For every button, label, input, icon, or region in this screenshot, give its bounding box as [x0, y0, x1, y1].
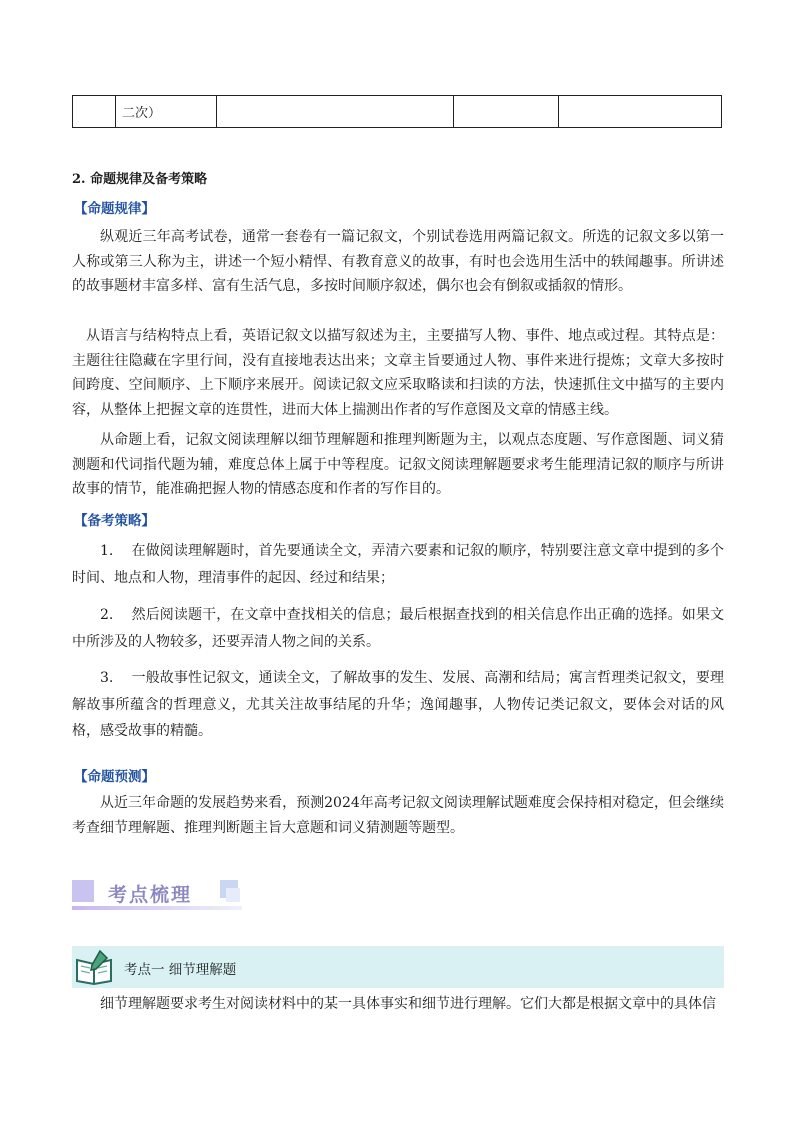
- item-number: 1.: [100, 543, 114, 559]
- section-banner: [72, 878, 242, 910]
- rules-paragraph-3: 从命题上看，记叙文阅读理解以细节理解题和推理判断题为主，以观点态度题、写作意图题、词义猜测题和代词指代题为辅，难度总体上属于中等程度。记叙文阅读理解题要求考生能理清记叙的顺序与所讲故事的情节，能准确把握人物的情感态度和作者的写作目的。: [72, 432, 724, 497]
- rules-heading: 【命题规律】: [74, 201, 155, 217]
- strategy-item-1: [72, 538, 724, 591]
- prediction-heading: 【命题预测】: [74, 769, 155, 785]
- prediction-paragraph: 从近三年命题的发展趋势来看，预测2024年高考记叙文阅读理解试题难度会保持相对稳定，但会继续考查细节理解题、推理判断题主旨大意题和词义猜测题等题型。: [72, 795, 724, 836]
- summary-table-row: [72, 95, 722, 128]
- kaodian-label: 考点一 细节理解题: [124, 962, 237, 978]
- table-cell: 二次）: [116, 96, 217, 128]
- kaodian-bar: [72, 946, 724, 988]
- open-book-pencil-icon: [74, 948, 114, 986]
- item-number: 2.: [100, 607, 114, 623]
- table-cell: [73, 96, 116, 128]
- item-number: 3.: [100, 670, 114, 686]
- table-cell: [454, 96, 559, 128]
- banner-decoration: [226, 888, 240, 902]
- strategy-item-3: [72, 665, 724, 745]
- table-row: [73, 96, 722, 128]
- strategy-item-2: [72, 602, 724, 655]
- rules-paragraph-1: 纵观近三年高考试卷，通常一套卷有一篇记叙文，个别试卷选用两篇记叙文。所选的记叙文多以第一人称或第三人称为主，讲述一个短小精悍、有教育意义的故事，有时也会选用生活中的轶闻趣事。所讲述的故事题材丰富多样、富有生活气息，多按时间顺序叙述，偶尔也会有倒叙或插叙的情形。: [72, 229, 724, 294]
- item-text: 一般故事性记叙文，通读全文，了解故事的发生、发展、高潮和结局；寓言哲理类记叙文，要理解故事所蕴含的哲理意义，尤其关注故事结尾的升华；逸闻趣事，人物传记类记叙文，要体会对话的风格，感受故事的精髓。: [72, 670, 724, 739]
- rules-paragraph-2: 从语言与结构特点上看，英语记叙文以描写叙述为主，主要描写人物、事件、地点或过程。其特点是：主题往往隐藏在字里行间，没有直接地表达出来；文章主旨要通过人物、事件来进行提炼；文章大多按时间跨度、空间顺序、上下顺序来展开。阅读记叙文应采取略读和扫读的方法，快速抓住文中描写的主要内容，从整体上把握文章的连贯性，进而大体上揣测出作者的写作意图及文章的情感主线。: [72, 328, 724, 418]
- item-text: 在做阅读理解题时，首先要通读全文，弄清六要素和记叙的顺序，特别要注意文章中提到的多个时间、地点和人物，理清事件的起因、经过和结果；: [72, 543, 724, 586]
- banner-decoration: [72, 880, 94, 902]
- detail-paragraph: 细节理解题要求考生对阅读材料中的某一具体事实和细节进行理解。它们大都是根据文章中的具体信: [100, 996, 716, 1012]
- banner-title: 考点梳理: [108, 884, 193, 906]
- item-text: 然后阅读题干，在文章中查找相关的信息；最后根据查找到的相关信息作出正确的选择。如果文中所涉及的人物较多，还要弄清人物之间的关系。: [72, 607, 724, 650]
- strategy-heading: 【备考策略】: [74, 513, 155, 529]
- table-cell: [559, 96, 722, 128]
- section-heading: 2. 命题规律及备考策略: [72, 172, 208, 187]
- table-cell: [217, 96, 454, 128]
